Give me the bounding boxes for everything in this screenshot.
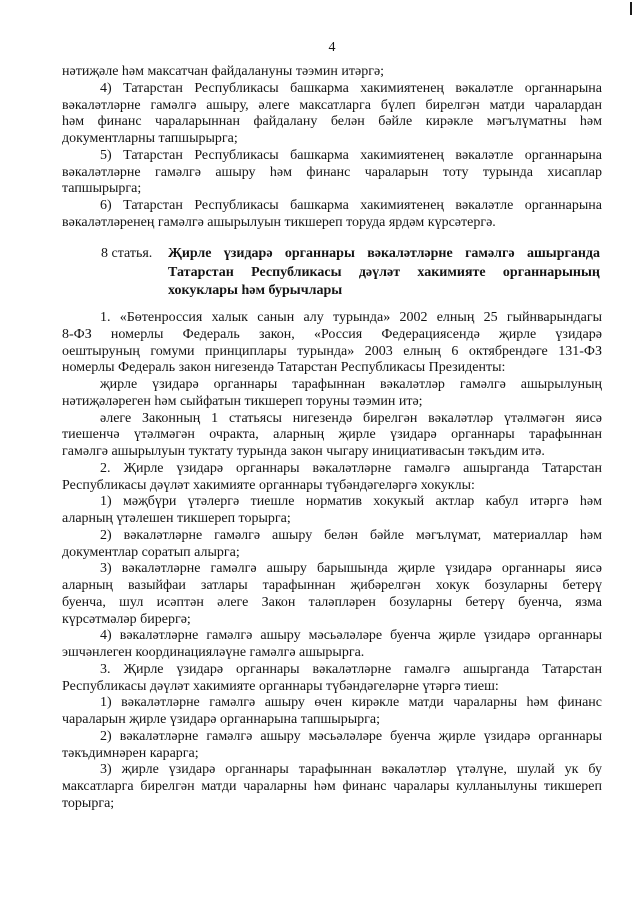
paragraph [62,81,602,148]
paragraph-line: 3) вәкаләтләрне гамәлгә ашыру барышында җирле үзидарә органнары яисә [100,561,602,577]
paragraph [62,662,602,696]
article-title-line: хокуклары һәм бурычлары [168,283,343,298]
paragraph [62,561,602,628]
paragraph-line: документлар соратып алырга; [62,544,240,560]
paragraph-line: документларны тапшырырга; [62,131,238,146]
paragraph-line: 2. Җирле үзидарә органнары вәкаләтләрне гамәлгә ашырганда Татарстан [100,460,602,476]
paragraph-line: чараларын җирле үзидарә органнарына тапшырырга; [62,712,380,727]
paragraph-line: 4) Татарстан Республикасы башкарма хакимиятенең вәкаләтле органнарына [100,80,602,96]
paragraph-line: тапшырырга; [62,181,142,197]
paragraph-line: аларның вазыйфаи затлары тарафыннан җибәрелгән хокук бозуларны бетерү [62,578,602,593]
paragraph-line: җирле үзидарә органнары тарафыннан вәкаләтләр гамәлгә ашырылуның [100,377,602,392]
paragraph-line: буенча, шул исәптән әлеге Закон таләпләрен бозуларны бетерү буенча, язма [62,594,602,610]
paragraph-line: 2) вәкаләтләрне гамәлгә ашыру мәсьәләләре буенча җирле үзидарә органнары [100,728,602,744]
paragraph [62,377,602,411]
paragraph-line: 3. Җирле үзидарә органнары вәкаләтләрне гамәлгә ашырганда Татарстан [100,661,602,677]
paragraph-line: гамәлгә ашырылуын туктату турында закон чыгару инициативасын тәкъдим итә. [62,444,545,459]
paragraph [62,695,602,729]
paragraph [62,198,602,232]
scan-mark [630,2,632,15]
paragraph [62,64,602,81]
paragraph-line: максатларга бирелгән матди чараларны һәм финанс чаралары кулланылуны тикшереп [62,779,602,794]
paragraph [62,310,602,377]
paragraph-line: нәтиҗәле һәм максатчан файдалануны тәэмин итәргә; [62,64,385,79]
paragraph-line: 1) мәҗбүри үтәлергә тиешле норматив хокукый актлар кабул итәргә һәм [100,494,602,510]
paragraph [62,411,602,461]
paragraph-line: эшчәнлеген координацияләүне гамәлгә ашырырга. [62,645,365,660]
article-heading [62,245,602,301]
paragraph-line: вәкаләтләренең гамәлгә ашырылуын тикшереп торуда ярдәм күрсәтергә. [62,214,496,230]
paragraph [62,762,602,812]
paragraph [62,494,602,528]
paragraph-line: әлеге Законның 1 статьясы нигезендә бирелгән вәкаләтләр үтәлмәгән яисә [100,410,602,426]
paragraph-line: 1. «Бөтенроссия халык санын алу турында» 2002 елның 25 гыйнварындагы [100,310,602,325]
paragraph [62,528,602,562]
article-title-line: Җирле үзидарә органнары вәкаләтләрне гамәлгә ашырганда [168,246,600,261]
paragraph-line: 6) Татарстан Республикасы башкарма хакимиятенең вәкаләтле органнарына [100,198,602,213]
paragraph-line: 4) вәкаләтләрне гамәлгә ашыру мәсьәләләре буенча җирле үзидарә органнары [100,628,602,644]
paragraph [62,729,602,763]
paragraph-line: нәтиҗәләреген һәм сыйфатын тикшереп торуны тәэмин итә; [62,393,423,409]
paragraph-line: номерлы Федераль закон нигезендә Татарстан Республикасы Президенты: [62,360,506,376]
paragraph-line: Республикасы дәүләт хакимияте органнары түбәндәгеләргә хокуклы: [62,477,475,493]
article-title [168,245,600,301]
paragraph-line: тәкъдимнәрен карарга; [62,745,199,761]
article-title-line: Татарстан Республикасы дәүләт хакимияте органнарының [168,264,600,280]
paragraph-line: торырга; [62,795,115,811]
paragraph-line: аларның үтәлешен тикшереп торырга; [62,511,291,526]
article-label: 8 статья. [101,246,153,261]
paragraph-line: 1) вәкаләтләрне гамәлгә ашыру өчен кирәкле матди чараларны һәм финанс [100,695,602,711]
paragraph-line: 2) вәкаләтләрне гамәлгә ашыру белән бәйле мәгълүмат, материаллар һәм [100,527,602,543]
paragraph-line: күрсәтмәләр бирергә; [62,611,191,627]
paragraph [62,148,602,198]
paragraph-line: һәм финанс чараларыннан файдалану белән бәйле кирәкле мәгълүматны һәм [62,114,602,130]
paragraph-line: 8-ФЗ номерлы Федераль закон, «Россия Федерациясендә җирле үзидарә [62,326,602,342]
paragraph-line: оештыруның гомуми принциплары турында» 2003 елның 6 октябрендәге 131-ФЗ [62,343,602,359]
article-body [62,310,602,813]
paragraph [62,628,602,662]
upper-text-block [62,64,602,232]
paragraph [62,461,602,495]
paragraph-line: 3) җирле үзидарә органнары тарафыннан вәкаләтләр үтәлүне, шулай ук бу [100,762,602,778]
page-number: 4 [328,40,336,55]
paragraph-line: тиешенчә үтәлмәгән очракта, аларның җирле үзидарә органнары тарафыннан [62,427,602,443]
paragraph-line: вәкаләтләрне гамәлгә ашыру һәм финанс чараларын тоту турында хисаплар [62,164,602,180]
paragraph-line: Республикасы дәүләт хакимияте органнары түбәндәгеләрне үтәргә тиеш: [62,678,499,694]
paragraph-line: вәкаләтләрне гамәлгә ашыру, әлеге максатларга бүлеп бирелгән матди чаралардан [62,97,602,113]
paragraph-line: 5) Татарстан Республикасы башкарма хакимиятенең вәкаләтле органнарына [100,147,602,163]
